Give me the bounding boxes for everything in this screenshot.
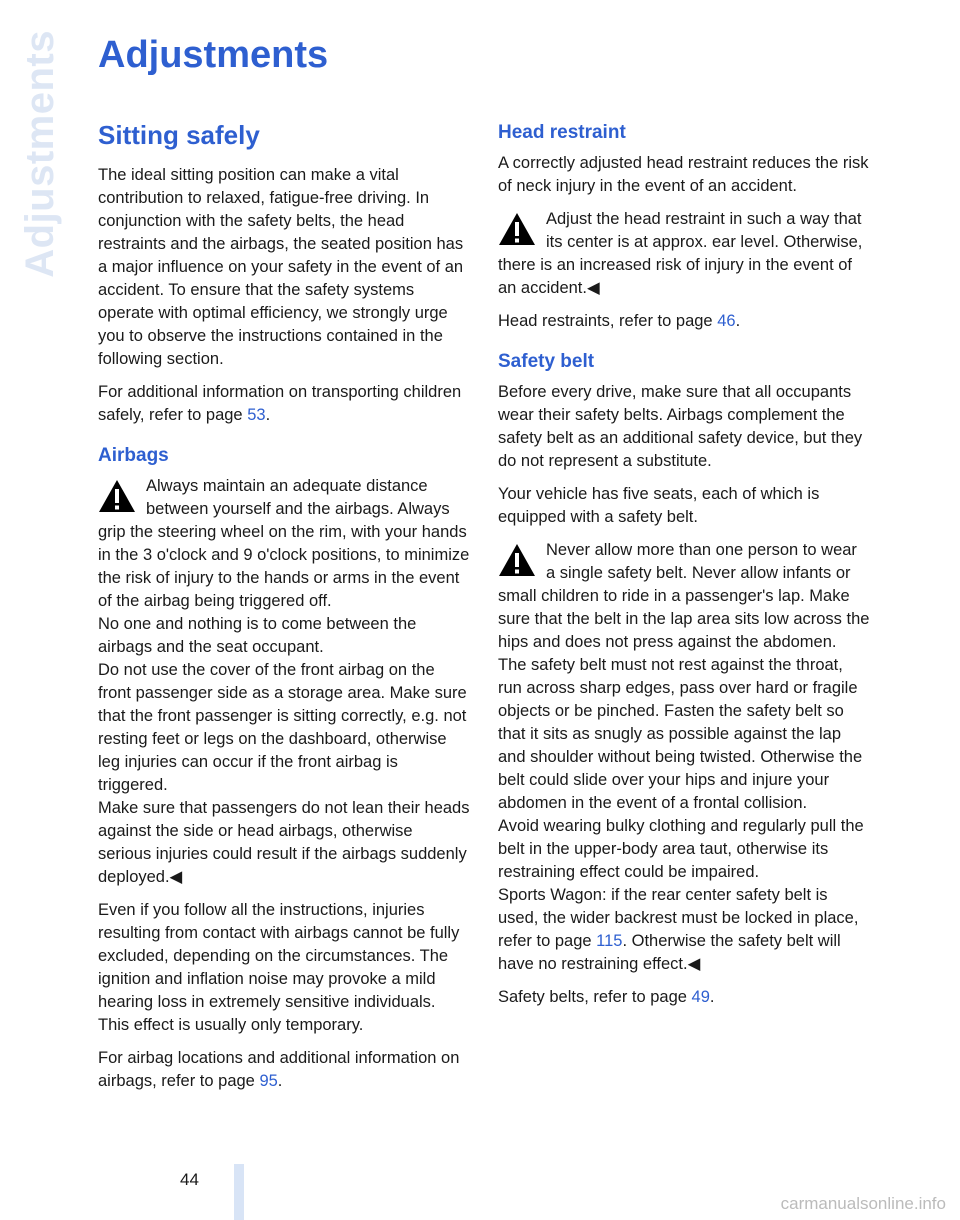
sitting-safely-intro: The ideal sitting position can make a vital contribution to relaxed, fatigue-free driving. In conjunction with the safety belts, the head restraints and the airbags, the seated position has a major influence on your safety in the event of an accident. To ensure that the safety systems operate with optimal efficiency, we strongly urge you to observe the instructions contained in the following section. [98, 166, 464, 368]
airbags-injury-note: Even if you follow all the instructions, injuries resulting from contact with airbags cannot be fully excluded, depending on the circumstances. The ignition and inflation noise may provoke a mild hearing loss in extremely sensitive individuals. This effect is usually only temporary. [98, 901, 460, 1034]
safety-belt-warning-line: Never allow more than one person to wear a single safety belt. Never allow infants or small children to ride in a passenger's lap. Make sure that the belt in the lap area sits low across the hips and does not press against the abdomen. [498, 541, 870, 651]
children-reference-text: For additional information on transporting children safely, refer to page [98, 383, 462, 424]
head-restraint-reference-text: Head restraints, refer to page [498, 312, 718, 330]
sports-wagon-text-end: . Otherwise the safety belt will have no restraining effect.◀ [498, 932, 841, 973]
page-link-53[interactable]: 53 [247, 406, 266, 424]
head-restraint-intro: A correctly adjusted head restraint reduces the risk of neck injury in the event of an accident. [498, 154, 869, 195]
airbags-warning-line: Make sure that passengers do not lean their heads against the side or head airbags, otherwise serious injuries could result if the airbags suddenly deployed.◀ [98, 799, 470, 886]
sitting-safely-heading: Sitting safely [98, 120, 260, 150]
safety-belt-warning-line: Avoid wearing bulky clothing and regularly pull the belt in the upper-body area taut, otherwise its restraining effect could be impaired. [498, 817, 864, 881]
side-tab-label: Adjustments [17, 30, 62, 278]
head-restraint-warning-text: Adjust the head restraint in such a way that its center is at approx. ear level. Otherwise, there is an increased risk of injury in the event of an accident.◀ [498, 210, 863, 297]
head-restraint-warning [498, 208, 870, 300]
head-restraint-reference-end: . [735, 312, 741, 330]
warning-triangle-icon [98, 479, 136, 513]
page-number: 44 [180, 1170, 199, 1189]
airbags-reference [98, 1047, 470, 1093]
warning-triangle-icon [498, 212, 536, 246]
airbags-warning-line: Do not use the cover of the front airbag on the front passenger side as a storage area. Make sure that the front passenger is sitting correctly, e.g. not resting feet or legs on the dashboard, otherwise leg injuries can occur if the front airbag is triggered. [98, 661, 467, 794]
safety-belt-reference-end: . [709, 988, 715, 1006]
footer-bar [234, 1164, 244, 1220]
airbags-warning-line: No one and nothing is to come between the airbags and the seat occupant. [98, 615, 417, 656]
warning-triangle-icon [498, 543, 536, 577]
right-column [498, 118, 870, 1019]
left-column [98, 118, 470, 1103]
airbags-warning-line: Always maintain an adequate distance between yourself and the airbags. Always grip the steering wheel on the rim, with your hands in the 3 o'clock and 9 o'clock positions, to minimize the risk of injury to the hands or arms in the event of the airbag being triggered off. [98, 477, 470, 610]
safety-belt-reference [498, 986, 870, 1009]
safety-belt-warning-line: The safety belt must not rest against the throat, run across sharp edges, pass over hard or fragile objects or be pinched. Fasten the safety belt so that it sits as snugly as possible against the lap and shoulder without being twisted. Otherwise the belt could slide over your hips and injure your abdomen in the event of a frontal collision. [498, 656, 863, 812]
airbags-reference-text: For airbag locations and additional information on airbags, refer to page [98, 1049, 460, 1090]
side-tab [17, 30, 62, 290]
safety-belt-warning-line [498, 884, 870, 976]
page-link-115[interactable]: 115 [596, 932, 623, 950]
children-reference-end: . [265, 406, 271, 424]
safety-belt-heading: Safety belt [498, 351, 595, 372]
airbags-warning [98, 475, 470, 889]
children-reference [98, 381, 470, 427]
page-link-46[interactable]: 46 [717, 312, 736, 330]
watermark: carmanualsonline.info [780, 1194, 946, 1213]
airbags-reference-end: . [277, 1072, 283, 1090]
safety-belt-warning [498, 539, 870, 976]
head-restraint-heading: Head restraint [498, 122, 626, 143]
safety-belt-seats: Your vehicle has five seats, each of which is equipped with a safety belt. [498, 485, 820, 526]
safety-belt-reference-text: Safety belts, refer to page [498, 988, 692, 1006]
page-link-95[interactable]: 95 [259, 1072, 278, 1090]
sports-wagon-text: Sports Wagon: if the rear center safety belt is used, the wider backrest must be locked in place, refer to page [498, 886, 859, 950]
safety-belt-intro: Before every drive, make sure that all occupants wear their safety belts. Airbags complement the safety belt as an additional safety device, but they do not represent a substitute. [498, 383, 863, 470]
head-restraint-reference [498, 310, 870, 333]
airbags-heading: Airbags [98, 445, 169, 466]
page-link-49[interactable]: 49 [691, 988, 710, 1006]
page-title: Adjustments [98, 34, 329, 76]
